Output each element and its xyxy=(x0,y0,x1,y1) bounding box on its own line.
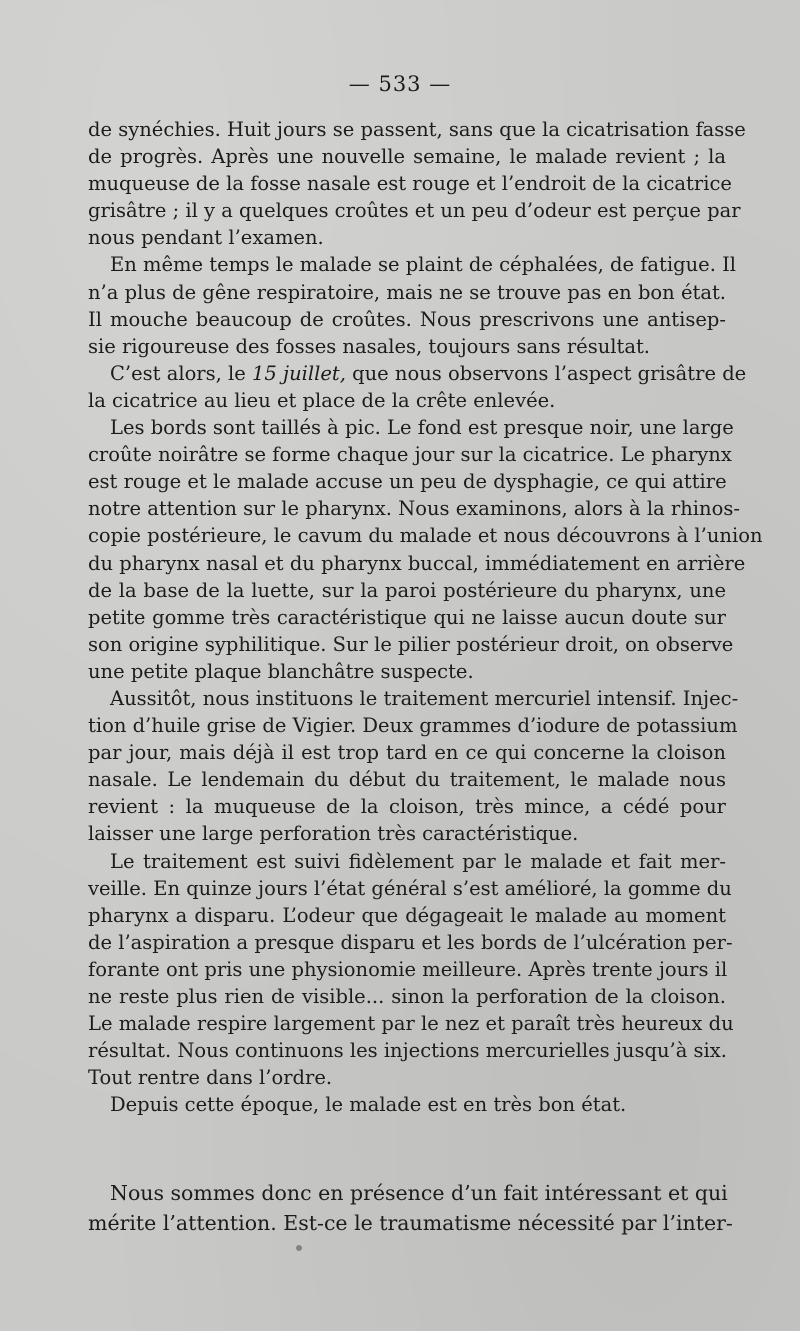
text-line: Le malade respire largement par le nez et paraît très heureux du xyxy=(88,1012,734,1036)
text-line: du pharynx nasal et du pharynx buccal, immédiatement en arrière xyxy=(88,551,746,575)
text-line: forante ont pris une physionomie meilleure. Après trente jours il xyxy=(88,957,728,981)
text-line: tion d’huile grise de Vigier. Deux grammes d’iodure de potassium xyxy=(88,714,738,738)
text-line: est rouge et le malade accuse un peu de dysphagie, ce qui attire xyxy=(88,470,727,494)
text-line: muqueuse de la fosse nasale est rouge et l’endroit de la cicatrice xyxy=(88,172,732,196)
text-line: de synéchies. Huit jours se passent, sans que la cicatrisation fasse xyxy=(88,118,746,141)
text-line: copie postérieure, le cavum du malade et nous découvrons à l’union xyxy=(88,524,763,548)
text-line: n’a plus de gêne respiratoire, mais ne se trouve pas en bon état. xyxy=(88,280,726,304)
text-line: ne reste plus rien de visible... sinon la perforation de la cloison. xyxy=(88,985,726,1008)
text-line: Aussitôt, nous instituons le traitement mercuriel intensif. Injec- xyxy=(110,686,739,710)
text-line: croûte noirâtre se forme chaque jour sur la cicatrice. Le pharynx xyxy=(88,443,732,467)
text-line: Nous sommes donc en présence d’un fait intéressant et qui xyxy=(110,1181,728,1205)
text-line: par jour, mais déjà il est trop tard en ce qui concerne la cloison xyxy=(88,741,726,765)
text-line: Il mouche beaucoup de croûtes. Nous prescrivons une antisep- xyxy=(88,307,726,331)
text-line xyxy=(88,360,747,387)
text-line: mérite l’attention. Est-ce le traumatisme nécessité par l’inter- xyxy=(88,1211,733,1235)
text-line: son origine syphilitique. Sur le pilier postérieur droit, on observe xyxy=(88,632,734,656)
ink-speck xyxy=(296,1245,302,1251)
text-line: nasale. Le lendemain du début du traitement, le malade nous xyxy=(88,768,726,792)
text-line: de la base de la luette, sur la paroi postérieure du pharynx, une xyxy=(88,578,726,602)
text-line: Le traitement est suivi fidèlement par le malade et fait mer- xyxy=(110,849,726,873)
text-line: résultat. Nous continuons les injections mercurielles jusqu’à six. xyxy=(88,1039,727,1063)
text-line: Depuis cette époque, le malade est en très bon état. xyxy=(110,1093,627,1117)
text-line: sie rigoureuse des fosses nasales, toujours sans résultat. xyxy=(88,334,650,358)
text-line: notre attention sur le pharynx. Nous examinons, alors à la rhinos- xyxy=(88,497,740,521)
text-line: Tout rentre dans l’ordre. xyxy=(88,1066,333,1090)
main-paragraphs xyxy=(88,116,763,1118)
date-emphasis: 15 juillet, xyxy=(252,361,346,385)
text-line: nous pendant l’examen. xyxy=(88,226,324,250)
text-line: la cicatrice au lieu et place de la crête enlevée. xyxy=(88,388,556,412)
text-line: de progrès. Après une nouvelle semaine, le malade revient ; la xyxy=(88,145,726,169)
text-segment: C’est alors, le xyxy=(110,361,253,385)
text-line: grisâtre ; il y a quelques croûtes et un peu d’odeur est perçue par xyxy=(88,199,741,223)
text-segment: que nous observons l’aspect grisâtre de xyxy=(345,361,747,385)
text-line: En même temps le malade se plaint de céphalées, de fatigue. Il xyxy=(110,253,737,277)
text-line: revient : la muqueuse de la cloison, très mince, a cédé pour xyxy=(88,795,726,819)
text-line: de l’aspiration a presque disparu et les bords de l’ulcération per- xyxy=(88,930,733,954)
text-line: une petite plaque blanchâtre suspecte. xyxy=(88,659,474,683)
closing-paragraph xyxy=(88,1178,733,1238)
page-number: — 533 — xyxy=(348,72,452,96)
text-line: pharynx a disparu. L’odeur que dégageait le malade au moment xyxy=(88,903,726,927)
text-line: petite gomme très caractéristique qui ne laisse aucun doute sur xyxy=(88,605,726,629)
text-line: laisser une large perforation très caractéristique. xyxy=(88,822,579,846)
text-line: veille. En quinze jours l’état général s’est amélioré, la gomme du xyxy=(88,876,732,900)
text-line: Les bords sont taillés à pic. Le fond est presque noir, une large xyxy=(110,416,734,440)
